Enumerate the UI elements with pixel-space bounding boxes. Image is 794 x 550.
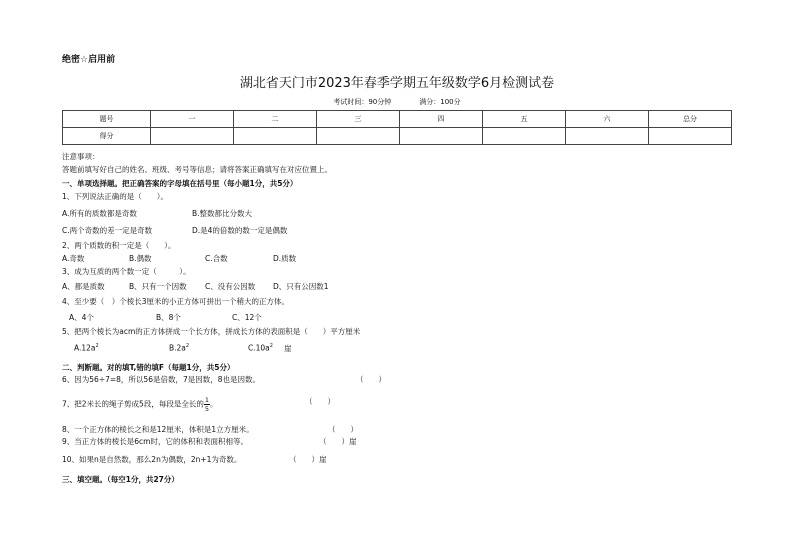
q8-answer-box[interactable]: （ ）	[328, 425, 358, 434]
q9-text: 9、当正方体的棱长是6cm时，它的体积和表面积相等。	[62, 437, 248, 446]
q2-option-d: D.质数	[273, 254, 297, 263]
q6-text: 6、因为56÷7=8，所以56是倍数，7是因数，8也是因数。	[62, 375, 261, 384]
q1-option-d: D.是4的倍数的数一定是偶数	[192, 226, 288, 235]
score-cell[interactable]	[400, 128, 483, 145]
fraction: $\frac{1}{5}$	[204, 396, 209, 413]
exam-title: 湖北省天门市2023年春季学期五年级数学6月检测试卷	[239, 76, 555, 91]
score-table-score-row	[63, 128, 732, 145]
q10-answer-box[interactable]: （ ）崖	[289, 455, 327, 464]
score-table-col: 四	[400, 111, 483, 128]
q3-option-c: C、没有公因数	[205, 282, 256, 291]
section1-heading: 一、单项选择题。把正确答案的字母填在括号里（每小题1分，共5分）	[62, 179, 298, 188]
score-cell[interactable]	[234, 128, 317, 145]
q9-answer-box[interactable]: （ ）崖	[319, 437, 357, 446]
q7-text: 7、把2米长的绳子剪成5段，每段是全长的 $\frac{1}{5}$ 。	[62, 396, 218, 413]
exam-meta	[0, 97, 794, 107]
q4-option-b: B、8个	[156, 313, 181, 322]
score-table-label: 题号	[63, 111, 151, 128]
q5-option-a: $A.12a^2$	[74, 343, 99, 353]
q2-stem: 2、两个质数的积一定是（ ）。	[62, 241, 176, 250]
exam-score: 满分：100分	[419, 98, 461, 106]
q2-option-a: A.奇数	[62, 254, 85, 263]
q6-answer-box[interactable]: （ ）	[356, 375, 386, 384]
score-table-col: 二	[234, 111, 317, 128]
exam-time: 考试时间：90分钟	[333, 98, 392, 106]
q5-mark: 崖	[284, 344, 292, 353]
score-cell[interactable]	[483, 128, 566, 145]
score-cell[interactable]	[649, 128, 732, 145]
score-table-header-row	[63, 111, 732, 128]
q2-option-b: B.偶数	[129, 254, 152, 263]
q3-option-b: B、只有一个因数	[129, 282, 187, 291]
q4-option-a: A、4个	[69, 313, 94, 322]
q10-text: 10、如果n是自然数，那么2n为偶数，2n+1为奇数。	[62, 455, 242, 464]
q3-stem: 3、成为互质的两个数一定（ ）。	[62, 267, 191, 276]
score-row-label: 得分	[63, 128, 151, 145]
notes-title: 注意事项：	[62, 152, 100, 161]
score-cell[interactable]	[151, 128, 234, 145]
score-table-col: 一	[151, 111, 234, 128]
q8-text: 8、一个正方体的棱长之和是12厘米，体积是1立方厘米。	[62, 425, 254, 434]
score-table	[62, 110, 732, 145]
score-table-col: 三	[317, 111, 400, 128]
q1-option-c: C.两个奇数的差一定是奇数	[62, 226, 153, 235]
section3-heading: 三、填空题。（每空1分，共27分）	[62, 475, 179, 484]
q1-stem: 1、下列说法正确的是（ ）。	[62, 192, 169, 201]
q3-option-a: A、都是质数	[62, 282, 105, 291]
q4-stem: 4、至少要（ ）个棱长3厘米的小正方体可拼出一个稍大的正方体。	[62, 297, 290, 306]
q1-option-a: A.所有的质数都是奇数	[62, 209, 137, 218]
score-table-col: 六	[566, 111, 649, 128]
score-cell[interactable]	[566, 128, 649, 145]
q5-option-b: $B.2a^2$	[169, 343, 190, 353]
confidential-label: 绝密☆启用前	[62, 55, 116, 65]
q5-option-c: $C.10a^2$	[248, 343, 273, 353]
q4-option-c: C、12个	[232, 313, 262, 322]
q3-option-d: D、只有公因数1	[273, 282, 329, 291]
q2-option-c: C.合数	[205, 254, 228, 263]
section2-heading: 二、判断题。对的填T,错的填F（每题1分，共5分）	[62, 363, 235, 372]
score-cell[interactable]	[317, 128, 400, 145]
q1-option-b: B.整数都比分数大	[192, 209, 253, 218]
q7-answer-box[interactable]: （ ）	[305, 397, 335, 406]
score-table-col: 总分	[649, 111, 732, 128]
q5-stem: 5、把两个棱长为acm的正方体拼成一个长方体，拼成长方体的表面积是（ ）平方厘米	[62, 327, 361, 336]
notes-line: 答题前填写好自己的姓名、班级、考号等信息；请将答案正确填写在对应位置上。	[62, 165, 332, 174]
score-table-col: 五	[483, 111, 566, 128]
